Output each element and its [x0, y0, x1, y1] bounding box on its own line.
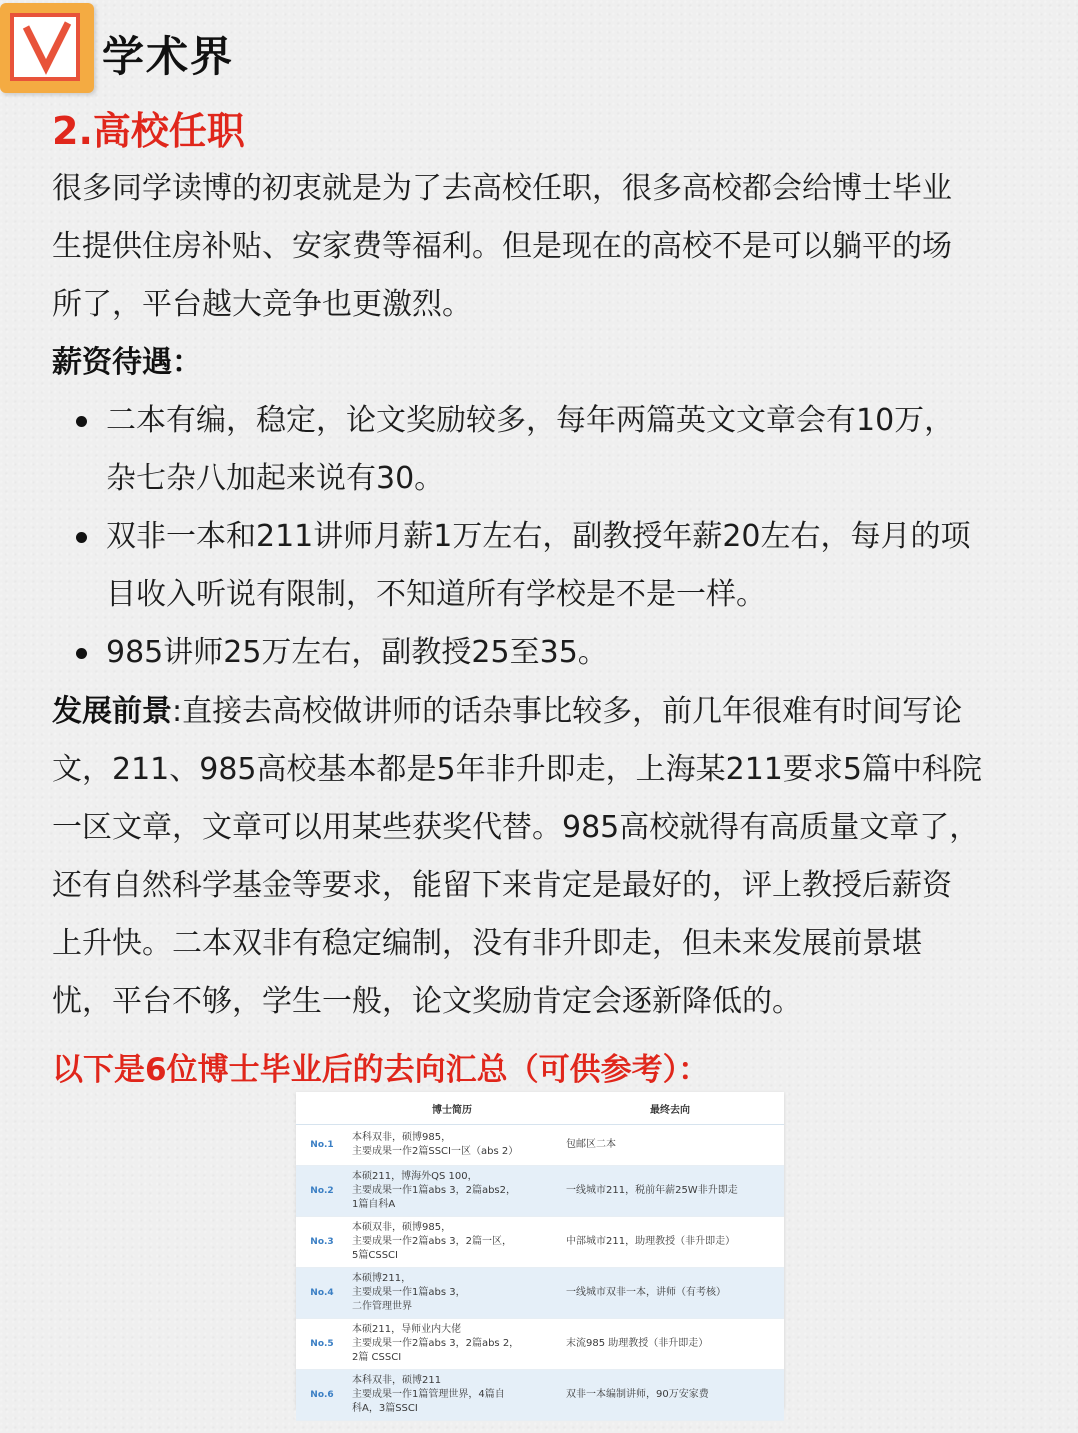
row-number: No.5 — [296, 1319, 348, 1370]
background-line: 主要成果一作2篇SSCI一区（abs 2） — [352, 1146, 519, 1157]
bullet-dot-icon — [76, 416, 87, 427]
salary-item-line: 杂七杂八加起来说有30。 — [106, 461, 445, 496]
background-line: 本科双非，硕博211 — [352, 1375, 442, 1386]
row-destination: 末流985 助理教授（非升即走） — [556, 1319, 784, 1370]
table-row — [296, 1166, 784, 1217]
row-destination: 一线城市211，税前年薪25W非升即走 — [556, 1166, 784, 1217]
background-line: 主要成果一作2篇abs 3，2篇一区， — [352, 1236, 512, 1247]
table-row — [296, 1125, 784, 1166]
salary-item — [52, 624, 1002, 682]
row-destination: 中部城市211，助理教授（非升即走） — [556, 1217, 784, 1268]
background-line: 主要成果一作1篇abs 3， — [352, 1287, 466, 1298]
intro-line: 所了，平台越大竞争也更激烈。 — [52, 287, 472, 322]
row-destination: 双非一本编制讲师，90万安家费 — [556, 1370, 784, 1421]
prospect-lead: 发展前景 — [52, 694, 172, 729]
table-row — [296, 1319, 784, 1370]
salary-item-line: 目收入听说有限制，不知道所有学校是不是一样。 — [106, 577, 766, 612]
salary-item-line: 985讲师25万左右，副教授25至35。 — [106, 635, 608, 670]
table-header-background: 博士简历 — [348, 1092, 556, 1125]
background-line: 主要成果一作1篇abs 3，2篇abs2， — [352, 1185, 516, 1196]
row-number: No.2 — [296, 1166, 348, 1217]
background-line: 本硕博211， — [352, 1273, 412, 1284]
row-background — [348, 1268, 556, 1319]
salary-item-line: 二本有编，稳定，论文奖励较多，每年两篇英文文章会有10万， — [106, 403, 955, 438]
prospect-paragraph — [52, 683, 1002, 1031]
table-header-no — [296, 1092, 348, 1125]
prospect-line: 忧，平台不够，学生一般，论文奖励肯定会逐新降低的。 — [52, 984, 802, 1019]
row-background — [348, 1125, 556, 1166]
table-row — [296, 1217, 784, 1268]
salary-item-line: 双非一本和211讲师月薪1万左右，副教授年薪20左右，每月的项 — [106, 519, 971, 554]
summary-title: 以下是6位博士毕业后的去向汇总（可供参考）： — [52, 1052, 710, 1088]
salary-item — [52, 392, 1002, 508]
table-header-row — [296, 1092, 784, 1125]
background-line: 主要成果一作2篇abs 3，2篇abs 2， — [352, 1338, 520, 1349]
logo-frame — [10, 13, 80, 81]
row-number: No.4 — [296, 1268, 348, 1319]
intro-line: 很多同学读博的初衷就是为了去高校任职，很多高校都会给博士毕业 — [52, 171, 952, 206]
table-row — [296, 1268, 784, 1319]
row-background — [348, 1166, 556, 1217]
logo — [0, 3, 94, 93]
row-background — [348, 1319, 556, 1370]
row-destination: 一线城市双非一本，讲师（有考核） — [556, 1268, 784, 1319]
career-table-card — [296, 1092, 784, 1414]
prospect-line — [52, 683, 1002, 741]
row-destination: 包邮区二本 — [556, 1125, 784, 1166]
salary-item — [52, 508, 1002, 624]
career-table — [296, 1092, 784, 1421]
table-row — [296, 1370, 784, 1421]
bullet-dot-icon — [76, 648, 87, 659]
background-line: 2篇 CSSCI — [352, 1352, 402, 1363]
background-line: 本硕双非，硕博985， — [352, 1222, 452, 1233]
bullet-dot-icon — [76, 532, 87, 543]
row-background — [348, 1370, 556, 1421]
background-line: 本科双非，硕博985， — [352, 1132, 452, 1143]
checkmark-icon — [18, 21, 74, 75]
background-line: 主要成果一作1篇管理世界，4篇自 — [352, 1389, 505, 1400]
prospect-line: 文，211、985高校基本都是5年非升即走，上海某211要求5篇中科院 — [52, 752, 982, 787]
row-number: No.6 — [296, 1370, 348, 1421]
background-line: 5篇CSSCI — [352, 1250, 398, 1261]
table-header-destination: 最终去向 — [556, 1092, 784, 1125]
salary-list — [52, 392, 1002, 682]
brand-title: 学术界 — [102, 32, 235, 81]
background-line: 科A，3篇SSCI — [352, 1403, 418, 1414]
background-line: 本硕211，博海外QS 100， — [352, 1171, 478, 1182]
prospect-line: 上升快。二本双非有稳定编制，没有非升即走，但未来发展前景堪 — [52, 926, 922, 961]
background-line: 本硕211，导师业内大佬 — [352, 1324, 462, 1335]
prospect-line: 还有自然科学基金等要求，能留下来肯定是最好的，评上教授后薪资 — [52, 868, 952, 903]
salary-heading: 薪资待遇： — [52, 345, 202, 380]
row-number: No.3 — [296, 1217, 348, 1268]
prospect-line-text: :直接去高校做讲师的话杂事比较多，前几年很难有时间写论 — [172, 694, 963, 729]
prospect-line: 一区文章，文章可以用某些获奖代替。985高校就得有高质量文章了， — [52, 810, 980, 845]
row-number: No.1 — [296, 1125, 348, 1166]
section-title: 2.高校任职 — [52, 109, 245, 153]
background-line: 二作管理世界 — [352, 1301, 412, 1312]
intro-paragraph — [52, 160, 1002, 334]
row-background — [348, 1217, 556, 1268]
intro-line: 生提供住房补贴、安家费等福利。但是现在的高校不是可以躺平的场 — [52, 229, 952, 264]
background-line: 1篇自科A — [352, 1199, 396, 1210]
